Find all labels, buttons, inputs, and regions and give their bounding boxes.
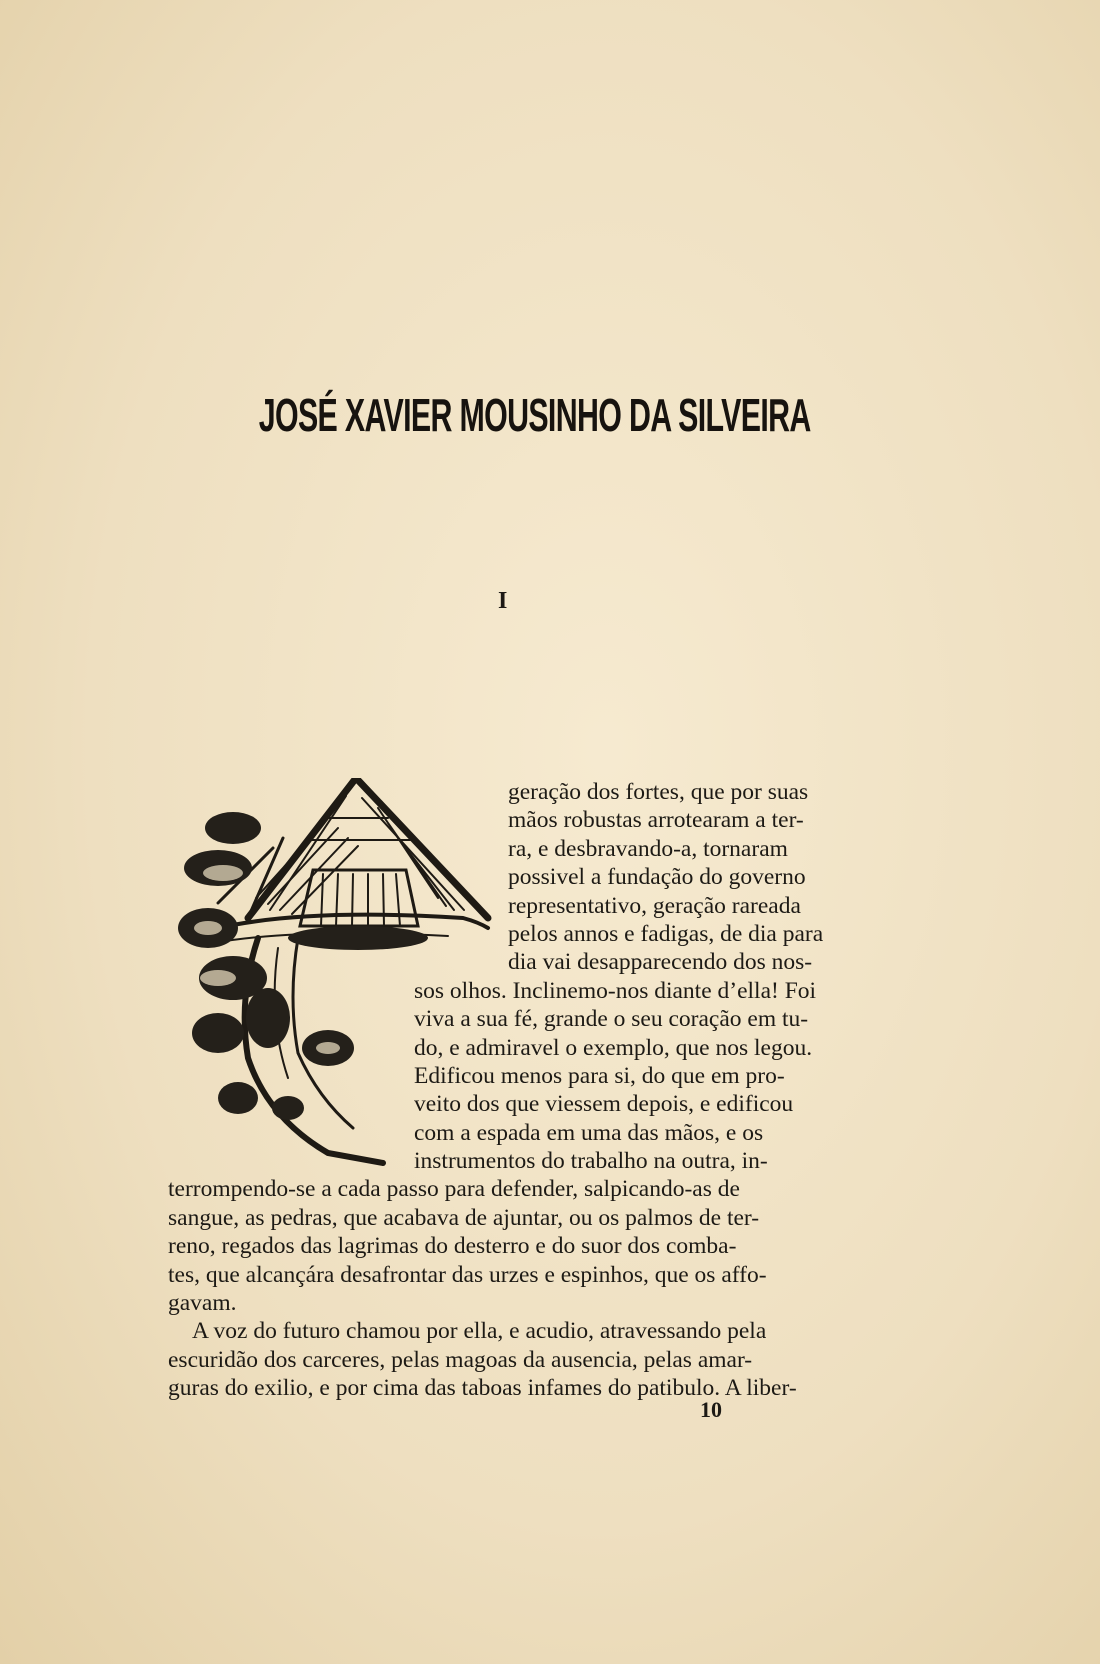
text-line: escuridão dos carceres, pelas magoas da ausencia, pelas amar- xyxy=(168,1346,753,1373)
text-line: possivel a fundação do governo xyxy=(508,864,806,891)
text-line: sangue, as pedras, que acabava de ajuntar, ou os palmos de ter- xyxy=(168,1204,760,1231)
text-line: reno, regados das lagrimas do desterro e do suor dos comba- xyxy=(168,1233,737,1260)
text-line: do, e admiravel o exemplo, que nos legou. xyxy=(414,1034,813,1061)
text-line: representativo, geração rareada xyxy=(508,892,801,919)
text-line: sos olhos. Inclinemo-nos diante d’ella! Foi xyxy=(414,977,817,1004)
text-line: tes, que alcançára desafrontar das urzes e espinhos, que os affo- xyxy=(168,1261,767,1288)
text-line: dia vai desapparecendo dos nos- xyxy=(508,949,813,976)
text-line: A voz do futuro chamou por ella, e acudio, atravessando pela xyxy=(192,1318,767,1345)
text-line: geração dos fortes, que por suas xyxy=(508,779,809,805)
text-line: mãos robustas arrotearam a ter- xyxy=(508,807,804,834)
page-number: 10 xyxy=(700,1397,722,1422)
text-line: gavam. xyxy=(168,1290,237,1317)
text-line: terrompendo-se a cada passo para defender, salpicando-as de xyxy=(168,1176,740,1203)
text-line: com a espada em uma das mãos, e os xyxy=(414,1119,764,1146)
text-line: pelos annos e fadigas, de dia para xyxy=(508,920,824,947)
text-line: guras do exilio, e por cima das taboas infames do patibulo. A liber- xyxy=(168,1375,797,1402)
section-number: I xyxy=(498,588,508,614)
article-title: JOSÉ XAVIER MOUSINHO DA SILVEIRA xyxy=(258,389,811,441)
text-line: viva a sua fé, grande o seu coração em tu- xyxy=(414,1006,809,1033)
text-line: Edificou menos para si, do que em pro- xyxy=(414,1062,785,1089)
text-line: veito dos que viessem depois, e edificou xyxy=(414,1091,794,1118)
text-line: instrumentos do trabalho na outra, in- xyxy=(414,1148,768,1175)
article-body xyxy=(168,778,848,1403)
text-line: ra, e desbravando-a, tornaram xyxy=(508,835,788,862)
